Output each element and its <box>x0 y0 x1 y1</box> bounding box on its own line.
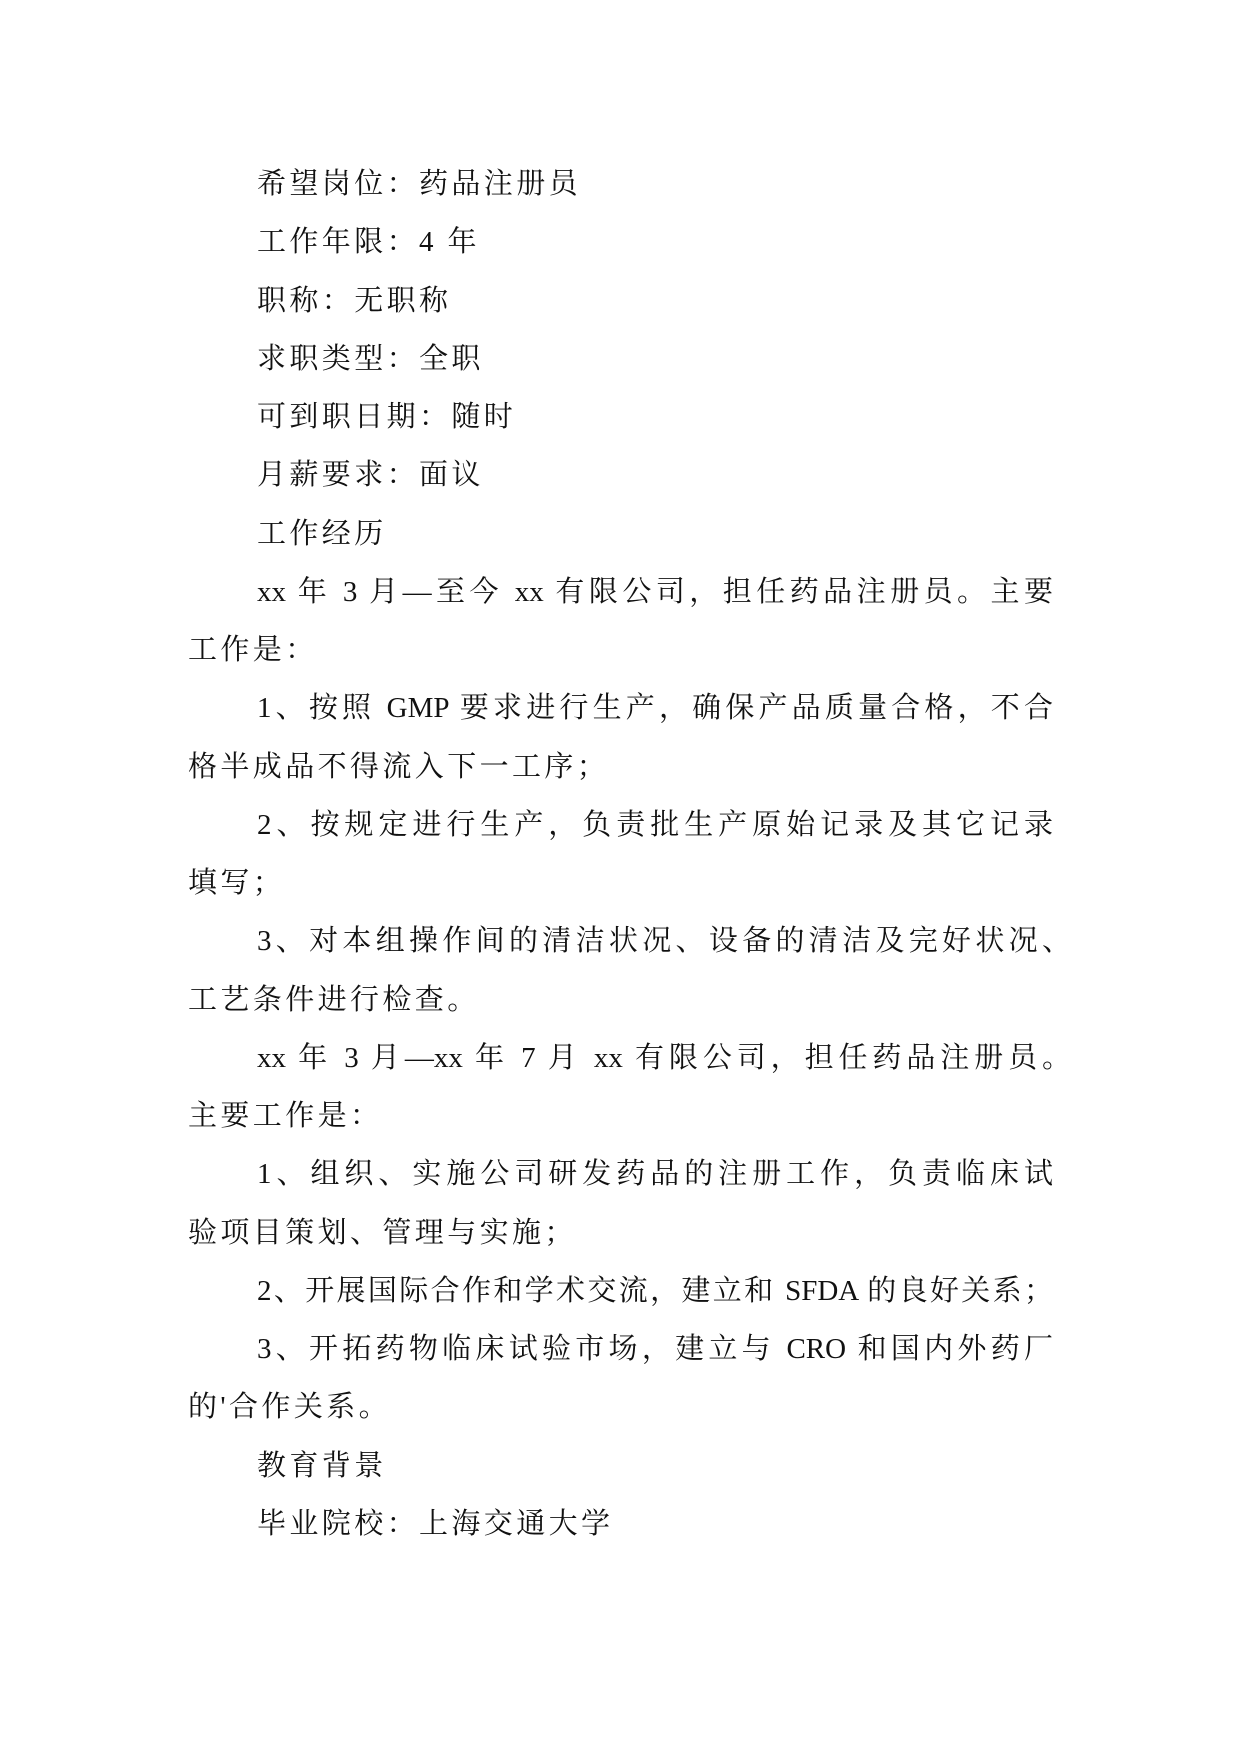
text-line: 格半成品不得流入下一工序； <box>188 750 610 783</box>
document-body <box>188 155 1071 1553</box>
job-2-duty-3 <box>188 1320 1053 1437</box>
text-line: 工艺条件进行检查。 <box>188 983 480 1016</box>
text-line: 月薪要求：面议 <box>257 459 484 492</box>
text-line: 1、按照 GMP 要求进行生产，确保产品质量合格，不合 <box>257 692 1053 725</box>
text-line: 主要工作是： <box>188 1100 383 1132</box>
job-type-field <box>188 330 1053 388</box>
text-line: 毕业院校：上海交通大学 <box>257 1507 614 1540</box>
salary-expectation-field <box>188 446 1053 504</box>
section-heading: 工作经历 <box>257 517 387 550</box>
text-line: 3、开拓药物临床试验市场，建立与 CRO 和国内外药厂 <box>257 1333 1053 1365</box>
work-experience-heading <box>188 505 1053 563</box>
text-line: 填写； <box>188 867 286 899</box>
graduate-school-field <box>188 1495 1053 1553</box>
text-line: 希望岗位：药品注册员 <box>257 168 582 200</box>
text-line: 1、组织、实施公司研发药品的注册工作，负责临床试 <box>257 1158 1053 1191</box>
desired-position-field <box>188 155 1053 213</box>
work-years-field <box>188 213 1053 271</box>
text-line: 求职类型：全职 <box>257 342 484 375</box>
section-heading: 教育背景 <box>257 1449 387 1482</box>
text-line: 验项目策划、管理与实施； <box>188 1216 577 1249</box>
job-2-duty-1 <box>188 1145 1053 1262</box>
job-entry-2 <box>188 1029 1071 1146</box>
text-line: 3、对本组操作间的清洁状况、设备的清洁及完好状况、 <box>257 925 1071 958</box>
text-line: 2、开展国际合作和学术交流，建立和 SFDA 的良好关系； <box>257 1274 1053 1307</box>
job-1-duty-1 <box>188 679 1053 796</box>
job-title-field <box>188 272 1053 330</box>
text-line: xx 年 3 月—至今 xx 有限公司，担任药品注册员。主要 <box>257 575 1053 608</box>
available-date-field <box>188 388 1053 446</box>
job-1-duty-2 <box>188 796 1053 913</box>
text-line: 工作是： <box>188 634 318 666</box>
job-2-duty-2 <box>188 1262 1053 1320</box>
text-line: xx 年 3 月—xx 年 7 月 xx 有限公司，担任药品注册员。 <box>257 1041 1071 1074</box>
text-line: 的'合作关系。 <box>188 1391 392 1424</box>
text-line: 2、按规定进行生产，负责批生产原始记录及其它记录 <box>257 808 1053 841</box>
job-1-duty-3 <box>188 912 1071 1029</box>
text-line: 可到职日期：随时 <box>257 401 517 433</box>
text-line: 工作年限：4 年 <box>257 226 480 259</box>
job-entry-1 <box>188 563 1053 680</box>
education-heading <box>188 1437 1053 1495</box>
text-line: 职称：无职称 <box>257 284 452 317</box>
